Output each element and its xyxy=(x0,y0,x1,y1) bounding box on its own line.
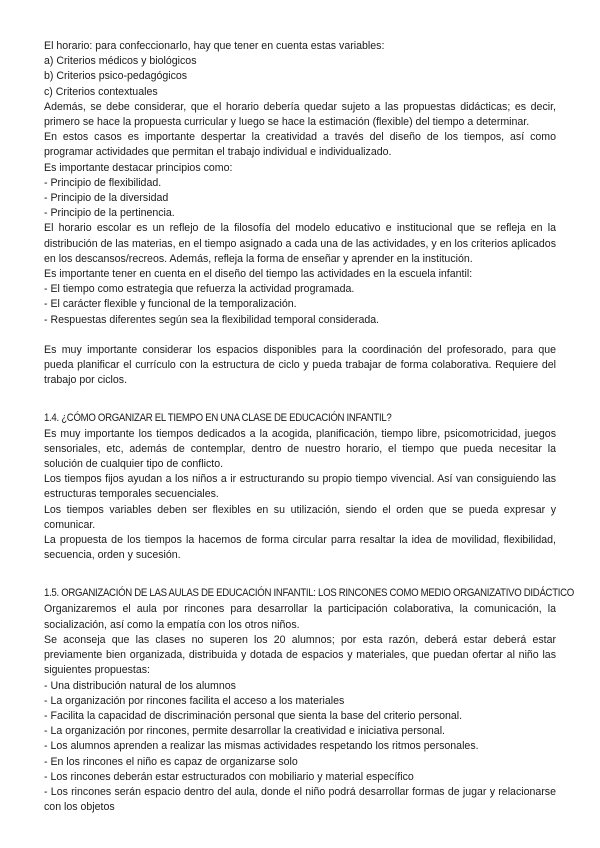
design-item: - El carácter flexible y funcional de la temporalización. xyxy=(44,298,297,311)
list-item: - En los rincones el niño es capaz de organizarse solo xyxy=(44,755,298,768)
section-paragraph: La propuesta de los tiempos la hacemos de forma circular parra resaltar la idea de movilidad, flexibilidad, secuencia, orden y sucesión. xyxy=(44,534,556,562)
list-item: - Facilita la capacidad de discriminación personal que sienta la base del criterio personal. xyxy=(44,709,463,722)
principles-lead: Es importante destacar principios como: xyxy=(44,161,233,174)
list-item: - Los rincones serán espacio dentro del aula, donde el niño podrá desarrollar formas de jugar y relacionarse con los objetos xyxy=(44,785,556,814)
variable-item: a) Criterios médicos y biológicos xyxy=(44,55,197,68)
principle-item: - Principio de la diversidad xyxy=(44,192,169,205)
list-item: - Los rincones deberán estar estructurados con mobiliario y material específico xyxy=(44,770,414,783)
section-heading-1-4: 1.4. ¿CÓMO ORGANIZAR EL TIEMPO EN UNA CLASE DE EDUCACIÓN INFANTIL? xyxy=(44,411,392,424)
intro-paragraph: El horario escolar es un reflejo de la filosofía del modelo educativo e institucional que se refleja en la distribución de las materias, en el tiempo asignado a cada una de las actividades, y en los criterios aplicados en los descansos/recreos. Además, refleja la forma de enseñar y aprender en la institución. xyxy=(44,222,556,265)
intro-paragraph: Es muy importante considerar los espacios disponibles para la coordinación del profesorado, para que pueda planificar el currículo con la estructura de ciclo y pueda trabajar de forma colaborativa. Requiere del trabajo por ciclos. xyxy=(44,344,556,387)
variable-item: c) Criterios contextuales xyxy=(44,85,158,98)
section-paragraph: Organizaremos el aula por rincones para desarrollar la participación colaborativa, la comunicación, la socialización, así como la empatía con los otros niños. xyxy=(44,603,556,631)
variable-item: b) Criterios psico-pedagógicos xyxy=(44,70,188,83)
section-paragraph: Los tiempos variables deben ser flexibles en su utilización, siendo el orden que se pueda expresar y comunicar. xyxy=(44,503,556,531)
blank-line xyxy=(44,328,556,343)
list-item: - La organización por rincones facilita el acceso a los materiales xyxy=(44,694,345,707)
list-item: - Una distribución natural de los alumnos xyxy=(44,679,236,692)
list-item: - La organización por rincones, permite desarrollar la creatividad e iniciativa personal. xyxy=(44,725,446,738)
design-item: - Respuestas diferentes según sea la flexibilidad temporal considerada. xyxy=(44,313,380,326)
section-heading-1-5: 1.5. ORGANIZACIÓN DE LAS AULAS DE EDUCACIÓN INFANTIL: LOS RINCONES COMO MEDIO ORGANIZATIVO DIDÁCTICO xyxy=(44,587,574,600)
design-lead: Es importante tener en cuenta en el diseño del tiempo las actividades en la escuela infantil: xyxy=(44,268,473,281)
intro-paragraph: Además, se debe considerar, que el horario debería quedar sujeto a las propuestas didácticas; es decir, primero se hace la propuesta curricular y luego se hace la estimación (flexible) del tiempo a determinar. xyxy=(44,100,556,129)
design-item: - El tiempo como estrategia que refuerza la actividad programada. xyxy=(44,283,355,296)
intro-lead: El horario: para confeccionarlo, hay que tener en cuenta estas variables: xyxy=(44,40,385,52)
intro-paragraph: En estos casos es importante despertar la creatividad a través del diseño de los tiempos, así como programar actividades que permitan el trabajo individual e individualizado. xyxy=(44,131,556,159)
section-paragraph: Se aconseja que las clases no superen los 20 alumnos; por esta razón, deberá estar deberá estar previamente bien organizada, distribuida y dotada de espacios y materiales, que puedan ofertar al niño las siguientes propuestas: xyxy=(44,633,556,677)
section-paragraph: Es muy importante los tiempos dedicados a la acogida, planificación, tiempo libre, psicomotricidad, juegos sensoriales, etc, además de contemplar, dentro de nuestro horario, el tiempo que pueda necesitar la solución de cualquier tipo de conflicto. xyxy=(44,427,556,471)
principle-item: - Principio de la pertinencia. xyxy=(44,207,175,220)
section-paragraph: Los tiempos fijos ayudan a los niños a ir estructurando su propio tiempo vivencial. Así van consiguiendo las estructuras temporales secuenciales. xyxy=(44,473,556,501)
list-item: - Los alumnos aprenden a realizar las mismas actividades respetando los ritmos personales. xyxy=(44,740,479,753)
principle-item: - Principio de flexibilidad. xyxy=(44,176,162,189)
